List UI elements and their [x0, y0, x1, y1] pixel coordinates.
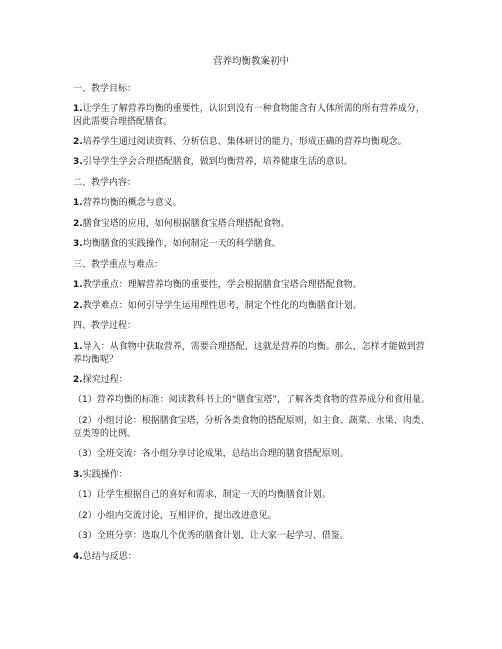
paragraph-line: 养均衡呢？ [73, 355, 119, 365]
paragraph-line: 3.引导学生学会合理搭配膳食，做到均衡营养，培养健康生活的意识。 [73, 157, 353, 167]
paragraph-line: 1.营养均衡的概念与意义。 [73, 198, 182, 208]
paragraph-line: （1）营养均衡的标准：阅读教科书上的“膳食宝塔”，了解各类食物的营养成分和食用量。 [73, 395, 431, 405]
paragraph-line: 2.培养学生通过阅读资料、分析信息、集体研讨的能力，形成正确的营养均衡观念。 [73, 137, 407, 147]
paragraph-line: （2）小组内交流讨论，互相评价，提出改进意见。 [73, 511, 277, 521]
paragraph-line: 1.让学生了解营养均衡的重要性，认识到没有一种食物能含有人体所需的所有营养成分， [73, 104, 425, 114]
section-heading-key-points: 三、教学重点与难点： [73, 260, 164, 270]
paragraph-line: 1.导入：从食物中获取营养，需要合理搭配，这就是营养的均衡。那么，怎样才能做到营 [73, 342, 425, 352]
paragraph-line: 3.实践操作： [73, 470, 128, 480]
paragraph-line: 豆类等的比例。 [73, 429, 137, 439]
section-heading-process: 四、教学过程： [73, 321, 137, 331]
paragraph-line: （1）让学生根据自己的喜好和需求，制定一天的均衡膳食计划。 [73, 490, 331, 500]
paragraph-line: （3）全班交流：各小组分享讨论成果，总结出合理的膳食搭配原则。 [73, 449, 349, 459]
paragraph-line: （2）小组讨论：根据膳食宝塔，分析各类食物的搭配原则，如主食、蔬菜、水果、肉类、 [73, 416, 430, 426]
paragraph-line: 1.教学重点：理解营养均衡的重要性，学会根据膳食宝塔合理搭配食物。 [73, 280, 362, 290]
section-heading-objectives: 一、教学目标： [73, 84, 137, 94]
paragraph-line: 2.膳食宝塔的应用，如何根据膳食宝塔合理搭配食物。 [73, 219, 290, 229]
paragraph-line: 2.探究过程： [73, 375, 128, 385]
paragraph-line: 3.均衡膳食的实践操作，如何制定一天的科学膳食。 [73, 239, 281, 249]
document-title: 营养均衡教案初中 [212, 56, 289, 67]
paragraph-line: 4.总结与反思： [73, 552, 137, 562]
paragraph-line: 因此需要合理搭配膳食。 [73, 117, 173, 127]
section-heading-content: 二、教学内容： [73, 178, 137, 188]
paragraph-line: 2.教学难点：如何引导学生运用理性思考，制定个性化的均衡膳食计划。 [73, 301, 362, 311]
paragraph-line: （3）全班分享：选取几个优秀的膳食计划，让大家一起学习、借鉴。 [73, 531, 349, 541]
